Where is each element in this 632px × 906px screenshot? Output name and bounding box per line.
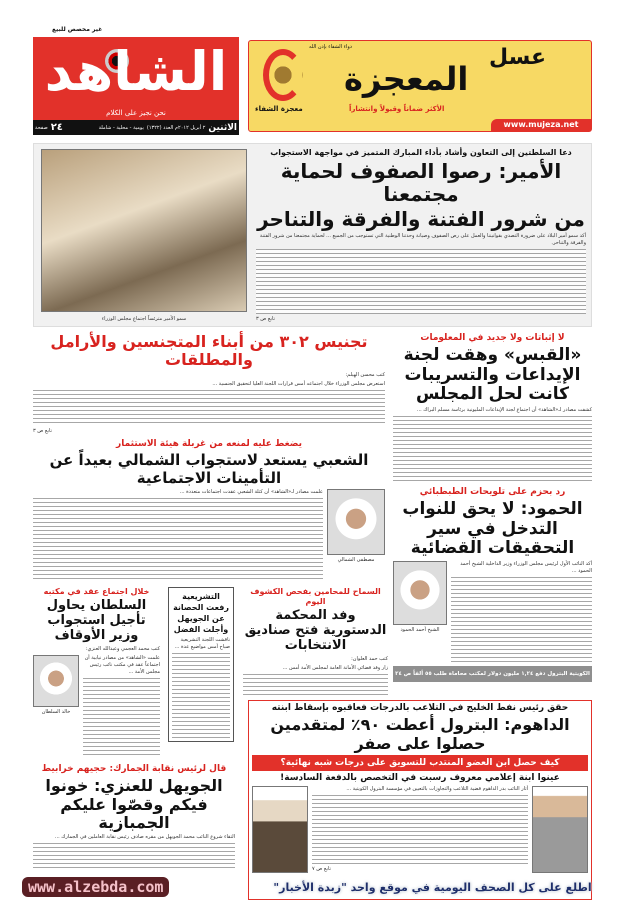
qabas-body-lines <box>393 416 592 483</box>
sultan-body: علمت «الشاهد» من مصادر نيابية أن اجتماعاً عقد في مكتب نائب رئيس مجلس الأمة ... <box>84 654 160 675</box>
court-headline: وفد المحكمة الدستورية فتح صناديق الانتخابات <box>244 608 387 653</box>
lead-headline: الأمير: رصوا الصفوف لحماية مجتمعنا <box>280 159 562 206</box>
court-byline: كتب حمد العلوان: <box>351 655 388 662</box>
ad-brand: معجزة الشفاء <box>255 105 303 113</box>
qabas-kicker: لا إثباتات ولا جديد في المعلومات <box>420 333 565 343</box>
sultan-photo <box>33 655 79 707</box>
court-body-lines <box>243 674 388 695</box>
lead-body-lines <box>256 249 586 314</box>
court-kicker: السماح للمحامين بفحص الكشوف اليوم <box>250 587 381 606</box>
petrol-body-lines <box>312 795 528 864</box>
juwaihel-kicker: قال لرئيس نقابة الجمارك: حجيهم خرابيط <box>41 764 227 774</box>
petrol-photo-left <box>252 786 308 873</box>
masthead-slogan: نحن نجيز على الكلام <box>106 109 166 117</box>
naturalization-continue[interactable]: تابع ص ٣ <box>33 428 52 434</box>
naturalization-byline: كتب محسن الهيلم: <box>345 371 385 378</box>
petrol-kicker: حقق رئيس نفط الخليج في التلاعب بالدرجات فعاقبوه بإسقاط ابنته <box>271 703 569 713</box>
legislative-box[interactable] <box>168 587 234 742</box>
petrol-headline: الداهوم: البترول أعطت ٩٠٪ لمتقدمين حصلوا على صفر <box>270 715 570 753</box>
alzebda-url[interactable]: www.alzebda.com <box>22 877 169 897</box>
ad-top-note: دواء الشفاء بإذن الله <box>309 44 352 50</box>
humoud-body-lines <box>451 577 592 662</box>
naturalization-headline: تجنيس ٣٠٢ من أبناء المتجنسين والأرامل والمطلقات <box>50 332 368 370</box>
day: الاثنين <box>208 122 237 133</box>
ad-title-big: المعجزة <box>344 60 469 98</box>
pages-label: صفحة <box>35 124 48 131</box>
shamali-kicker: يضغط عليه لمنعه من غربلة هيئة الاستثمار <box>116 439 302 449</box>
ad-tagline: الأكثر ضماناً وقبولاً وانتشاراً <box>349 105 445 113</box>
masthead <box>33 37 239 135</box>
legislative-body: ناقشت اللجنة التشريعية صباح أمس مواضيع عدة ... <box>174 637 230 650</box>
sultan-headline: السلطان يحاول تأجيل استجواب وزير الأوقاف <box>46 598 147 643</box>
petrol-continue[interactable]: تابع ص ٧ <box>312 866 331 872</box>
qabas-headline: «القبس» وهقت لجنة الإيداعات والتسريبات كانت لحل المجلس <box>403 345 582 405</box>
shamali-body: علمت مصادر لـ«الشاهد» أن كتلة الشعبي عقدت اجتماعات متعددة ... <box>179 488 323 495</box>
lead-kicker: دعا السلطتين إلى التعاون وأشاد بأداء المبارك المتميز في مواجهة الاستجواب <box>270 148 572 157</box>
shamali-caption: مصطفى الشمالي <box>337 556 375 563</box>
petrol-photo-right <box>532 786 588 873</box>
naturalization-body-lines <box>33 390 385 426</box>
legislative-headline: التشريعية رفعت الحصانة عن الجويهل وأجلت الفضل <box>173 592 229 634</box>
sultan-byline: كتب محمد العجمي وعبدالله العنزي: <box>85 645 160 652</box>
sultan-body-lines <box>83 678 160 757</box>
juwaihel-headline: الجويهل للعنزي: خونوا فيكم وقصّوا عليكم الجمبازية <box>45 776 223 833</box>
humoud-kicker: رد بحزم على تلويحات الطبطبائي <box>419 487 566 497</box>
court-body: زار وفد قضائي الأمانة العامة لمجلس الأمة أمس ... <box>282 664 388 671</box>
lead-headline-2: من شرور الفتنة والفرقة والتناحر <box>257 207 585 231</box>
crescent-logo-icon <box>263 49 303 101</box>
humoud-caption: الشيخ أحمد الحمود <box>400 626 440 633</box>
alzebda-promo: اطلع على كل الصحف اليومية في موقع واحد "زبدة الأخبار" <box>273 881 592 894</box>
petrol-subhead: عينوا ابنة إعلامي معروف رسبت في التخصص بالدفعة السادسة! <box>280 773 560 784</box>
humoud-photo <box>393 561 447 625</box>
lead-photo <box>41 149 247 312</box>
paper-type: يومية - محلية - شاملة <box>98 124 144 131</box>
lead-story[interactable] <box>33 143 592 327</box>
legislative-body-lines <box>172 653 230 738</box>
honey-ad[interactable] <box>248 40 592 132</box>
date-issue: ٢ أبريل ٢٠١٢م العدد (١٣٢٢) <box>146 124 206 131</box>
not-for-sale-note: غير مخصص للبيع <box>52 26 103 33</box>
qabas-body: كشفت مصادر لـ«الشاهد» أن اجتماع لجنة الإيداعات المليونية برئاسة مسلم البراك ... <box>416 406 592 413</box>
juwaihel-body-lines <box>33 843 235 870</box>
sultan-caption: خالد السلطان <box>41 708 71 715</box>
lead-photo-caption: سمو الأمير مترئساً اجتماع مجلس الوزراء <box>101 316 187 322</box>
petrol-body: أثار النائب بدر الداهوم قضية التلاعب والتجاوزات بالتعيين في مؤسسة البترول الكويتية ... <box>346 786 528 793</box>
juwaihel-body: التقاء شروع النائب محمد الجويهل من مقره صادف رئيس نقابة العاملين في الجمارك ... <box>54 834 235 841</box>
sultan-kicker: خلال اجتماع عقد في مكتبه <box>43 587 150 596</box>
masthead-logo: الشاهد <box>44 40 228 103</box>
naturalization-body: استعرض مجلس الوزراء خلال اجتماعه أمس قرارات اللجنة العليا لتحقيق الجنسية ... <box>212 380 385 387</box>
petrol-red-banner: كيف حصل ابن العضو المنتدب للتسويق على درجات شبه نهائية؟ <box>252 755 588 771</box>
humoud-headline: الحمود: لا يحق للنواب التدخل في سير التحقيقات القضائية <box>402 499 583 559</box>
shamali-body-lines <box>33 498 323 579</box>
shamali-photo <box>327 489 385 555</box>
petroleum-banner[interactable]: الكويتية البترول دفع ١,٢٤ مليون دولار لمكتب محاماة طلب ٥٥ ألفاً ص ٢٤ <box>393 666 592 682</box>
pages-count: ٢٤ <box>50 122 63 133</box>
ad-title-small: عسل <box>489 45 547 70</box>
shamali-headline: الشعبي يستعد لاستجواب الشمالي بعيداً عن التأمينات الاجتماعية <box>49 451 369 487</box>
lead-body: أكد سمو أمير البلاد على ضرورة التصدي بقوانيننا والعمل على رص الصفوف وصيانة وحدتنا الوطنية التي تستوجب من الجميع ... لحماية مجتمعنا من شرور الفتنة والفرقة والتناحر. <box>259 233 586 246</box>
lead-continue[interactable]: تابع ص ٣ <box>256 316 275 322</box>
humoud-body: أكد النائب الأول لرئيس مجلس الوزراء وزير الداخلية الشيخ أحمد الحمود ... <box>460 560 592 574</box>
ad-url[interactable]: www.mujeza.net <box>491 119 591 131</box>
